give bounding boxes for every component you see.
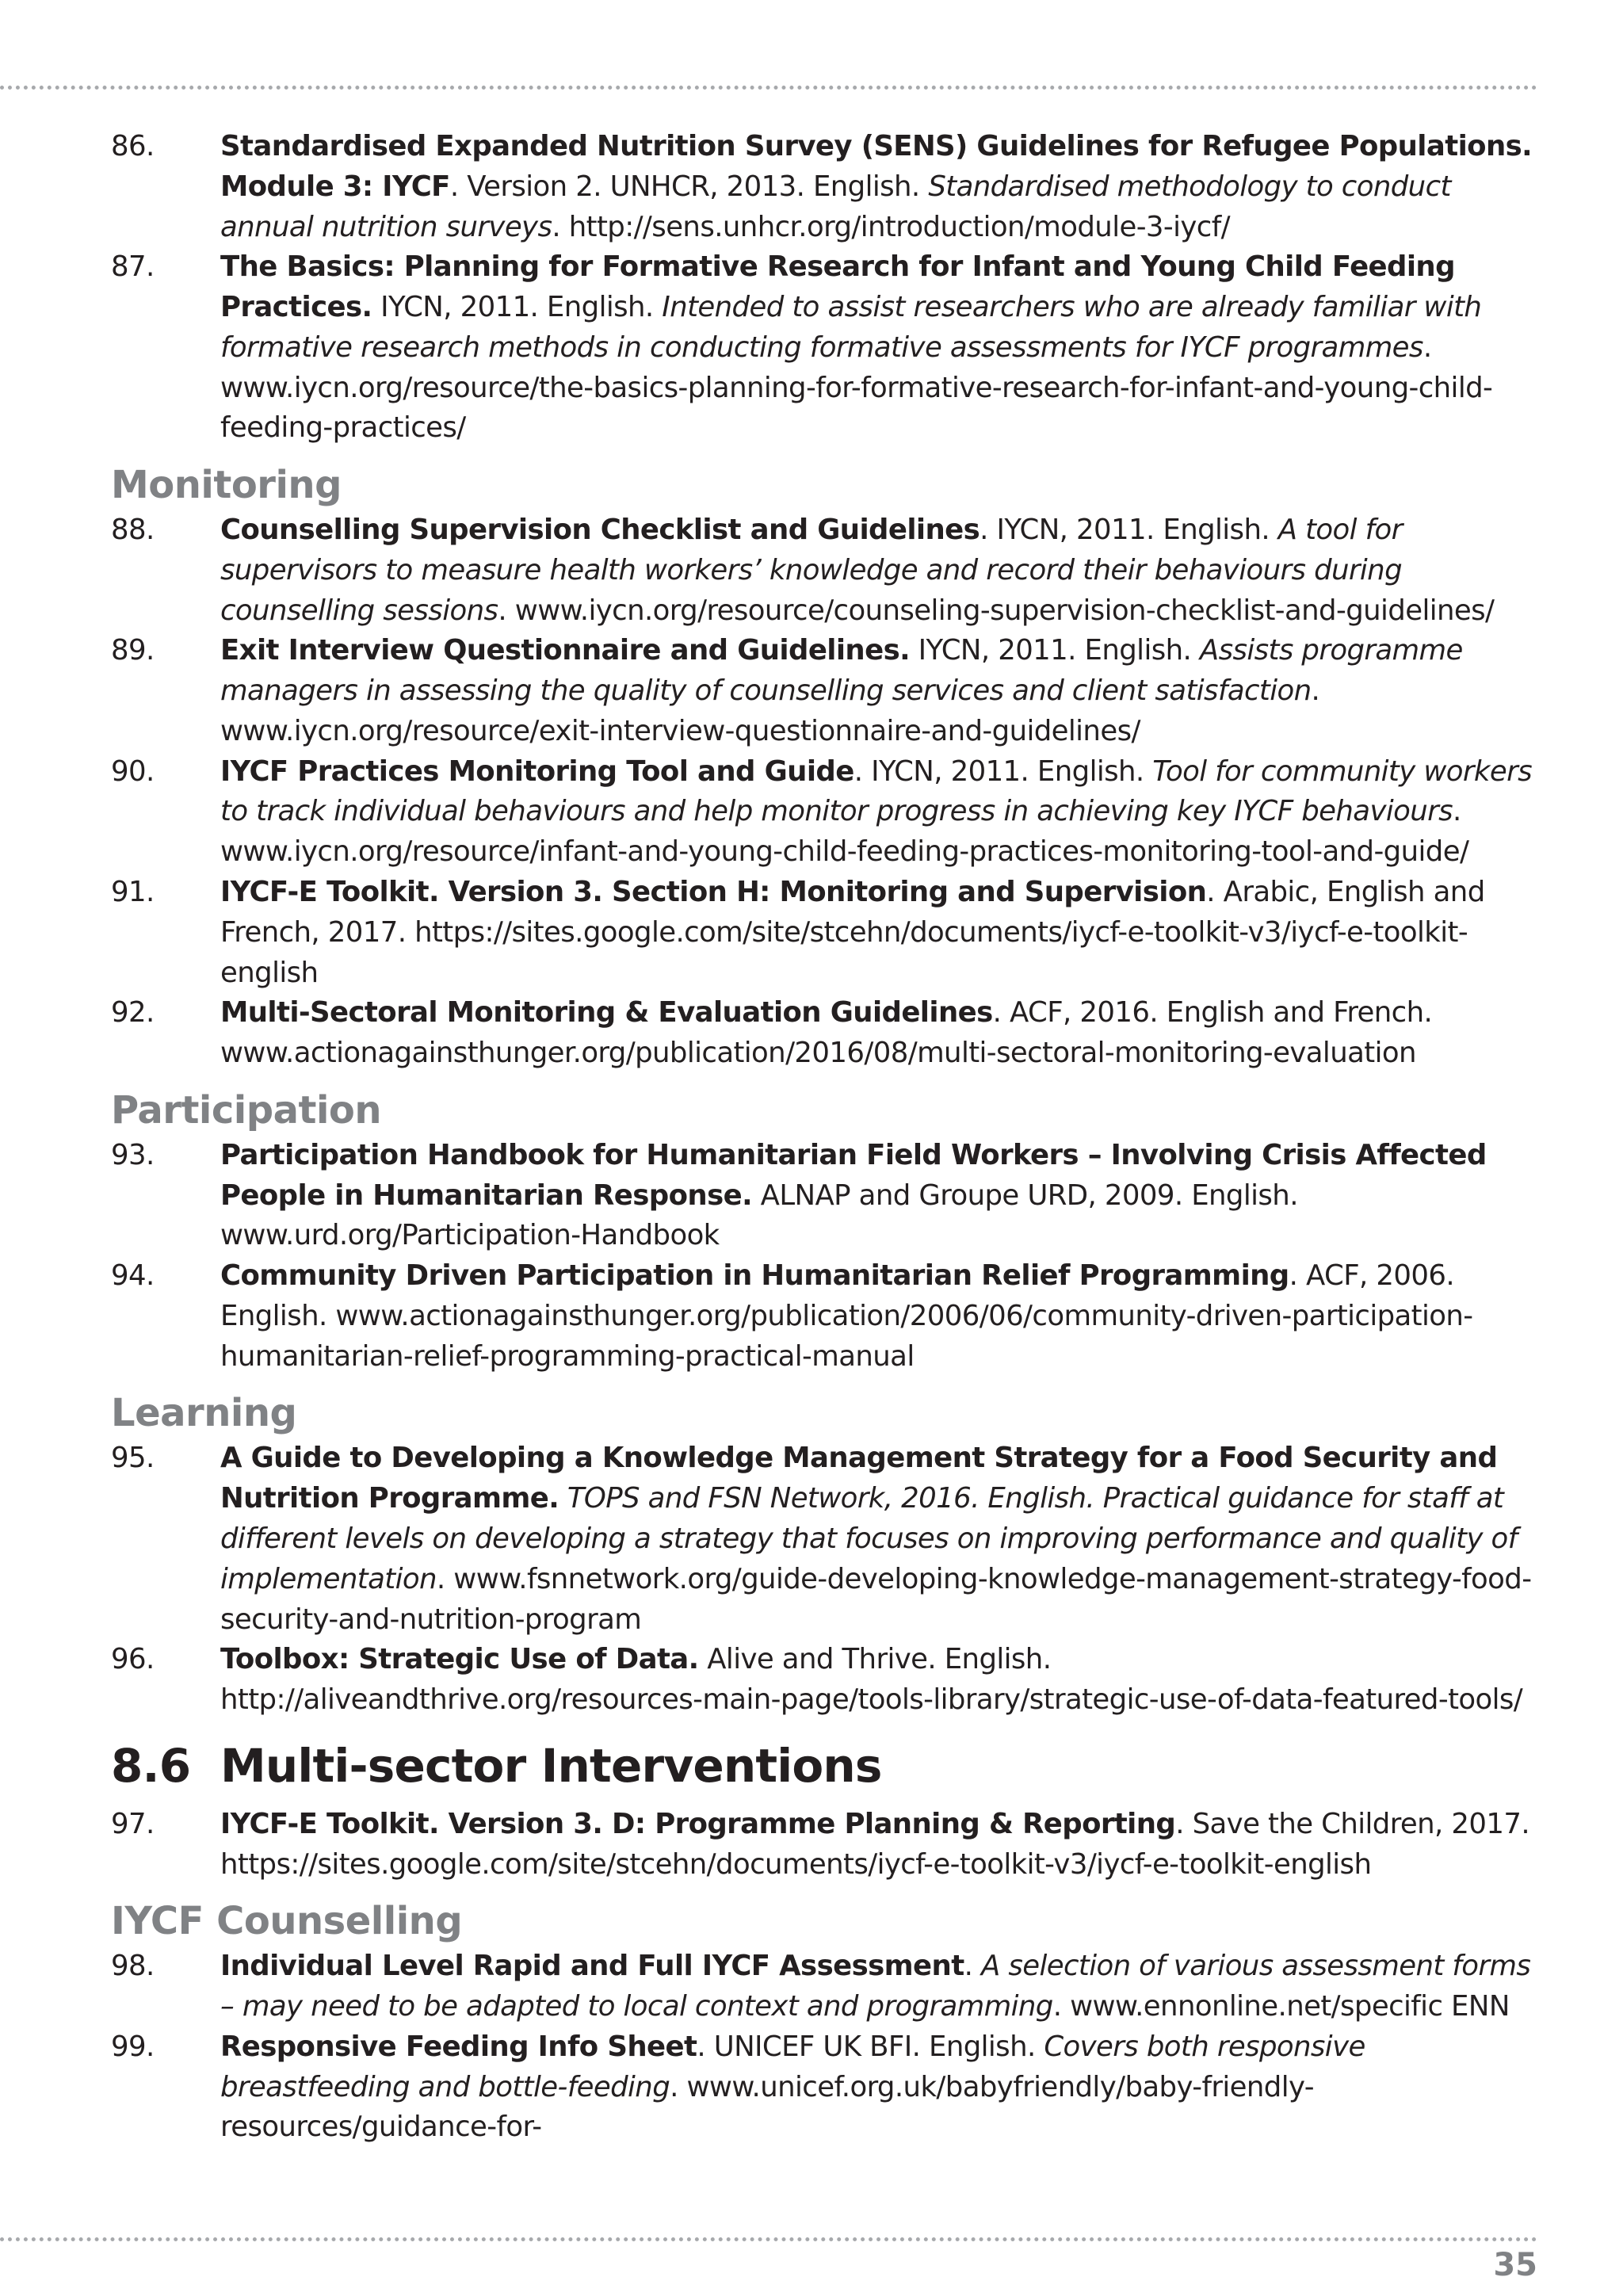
reference-description: Tool for community workers to track individual behaviours and help monitor progress in achieving key IYCF behaviours — [220, 755, 1532, 828]
top-dotted-rule — [0, 86, 1537, 90]
reference-entry — [111, 1256, 1537, 1377]
reference-title: Multi-Sectoral Monitoring & Evaluation Guidelines — [220, 996, 993, 1030]
reference-text — [220, 752, 1537, 873]
reference-details: IYCN, 2011. English. — [910, 634, 1200, 667]
reference-details: . IYCN, 2011. English. — [854, 755, 1153, 788]
reference-details: . www.unicef.org.uk/babyfriendly/baby-friendly-resources/guidance-for- — [220, 2070, 1314, 2144]
reference-description: Standardised methodology to conduct annual nutrition surveys — [220, 170, 1451, 243]
reference-details: . www.fsnnetwork.org/guide-developing-knowledge-management-strategy-food-security-and-nutrition-program — [220, 1562, 1532, 1636]
reference-title: Participation Handbook for Humanitarian Field Workers – Involving Crisis Affected People in Humanitarian Response. — [220, 1138, 1487, 1212]
reference-entry — [111, 1136, 1537, 1256]
subsection-heading: Learning — [111, 1391, 297, 1436]
reference-text — [220, 247, 1537, 449]
reference-number: 98. — [111, 1950, 155, 1983]
reference-number: 99. — [111, 2030, 155, 2063]
reference-text — [220, 1256, 1537, 1377]
reference-details: IYCN, 2011. English. — [372, 291, 663, 324]
reference-description: TOPS and FSN Network, 2016. English. Practical guidance for staff at different levels on developing a strategy that focuses on improving performance and quality of implementation — [220, 1482, 1518, 1595]
reference-text — [220, 1805, 1537, 1885]
reference-text — [220, 2027, 1537, 2148]
reference-entry — [111, 247, 1537, 449]
reference-title: IYCF Practices Monitoring Tool and Guide — [220, 755, 854, 788]
reference-title: Individual Level Rapid and Full IYCF Assessment — [220, 1950, 964, 1983]
reference-details: Alive and Thrive. English. http://aliveandthrive.org/resources-main-page/tools-library/strategic-use-of-data-featured-tools/ — [220, 1643, 1523, 1717]
reference-details: . Version 2. UNHCR, 2013. English. — [449, 170, 929, 203]
reference-number: 92. — [111, 996, 155, 1030]
bottom-dotted-rule — [0, 2237, 1537, 2241]
reference-details: . www.iycn.org/resource/counseling-supervision-checklist-and-guidelines/ — [498, 594, 1495, 627]
reference-title: Toolbox: Strategic Use of Data. — [220, 1643, 699, 1676]
reference-text — [220, 1438, 1537, 1640]
reference-details: . UNICEF UK BFI. English. — [697, 2030, 1044, 2063]
reference-number: 96. — [111, 1643, 155, 1676]
reference-entry — [111, 2027, 1537, 2148]
reference-details — [559, 1482, 567, 1515]
reference-text — [220, 631, 1537, 751]
reference-description: A selection of various assessment forms – may need to be adapted to local context and programming — [220, 1950, 1531, 2023]
reference-entry — [111, 1805, 1537, 1885]
reference-number: 94. — [111, 1259, 155, 1293]
reference-details: . IYCN, 2011. English. — [980, 514, 1278, 547]
reference-number: 89. — [111, 634, 155, 667]
reference-text — [220, 1136, 1537, 1256]
reference-details: ALNAP and Groupe URD, 2009. English. www.urd.org/Participation-Handbook — [220, 1179, 1298, 1252]
reference-description: Covers both responsive breastfeeding and bottle-feeding — [220, 2030, 1365, 2103]
reference-title: The Basics: Planning for Formative Research for Infant and Young Child Feeding Practices. — [220, 250, 1455, 324]
reference-details: . ACF, 2006. English. www.actionagainsthunger.org/publication/2006/06/community-driven-participation-humanitarian-relief-programming-practical-manual — [220, 1259, 1473, 1373]
reference-text — [220, 873, 1537, 993]
reference-details: . www.ennonline.net/specific ENN — [1052, 1990, 1510, 2023]
subsection-heading: Participation — [111, 1087, 382, 1133]
reference-title: A Guide to Developing a Knowledge Management Strategy for a Food Security and Nutrition Programme. — [220, 1442, 1498, 1515]
reference-text — [220, 127, 1537, 247]
reference-title: IYCF-E Toolkit. Version 3. Section H: Monitoring and Supervision — [220, 876, 1207, 909]
section-heading — [111, 1738, 1537, 1794]
reference-number: 91. — [111, 876, 155, 909]
reference-title: Exit Interview Questionnaire and Guidelines. — [220, 634, 910, 667]
reference-entry — [111, 1438, 1537, 1640]
reference-text — [220, 993, 1537, 1074]
page-number: 35 — [1493, 2247, 1537, 2283]
reference-details: . Arabic, English and French, 2017. https://sites.google.com/site/stcehn/documents/iycf-e-toolkit-v3/iycf-e-toolkit-english — [220, 876, 1485, 989]
reference-number: 87. — [111, 250, 155, 284]
reference-entry — [111, 127, 1537, 247]
reference-entry — [111, 1640, 1537, 1721]
reference-description: Assists programme managers in assessing the quality of counselling services and client satisfaction — [220, 634, 1463, 708]
reference-entry — [111, 873, 1537, 993]
reference-text — [220, 510, 1537, 631]
subsection-heading: Monitoring — [111, 463, 342, 508]
reference-number: 95. — [111, 1442, 155, 1475]
reference-number: 93. — [111, 1138, 155, 1171]
reference-text — [220, 1640, 1537, 1721]
reference-details: . — [964, 1950, 981, 1983]
section-number: 8.6 — [111, 1738, 191, 1793]
reference-title: Community Driven Participation in Humanitarian Relief Programming — [220, 1259, 1289, 1293]
reference-entry — [111, 510, 1537, 631]
reference-entry — [111, 752, 1537, 873]
reference-description: A tool for supervisors to measure health workers’ knowledge and record their behaviours during counselling sessions — [220, 514, 1403, 627]
reference-details: . http://sens.unhcr.org/introduction/module-3-iycf/ — [552, 210, 1230, 243]
reference-text — [220, 1946, 1537, 2027]
reference-details: . ACF, 2016. English and French. www.actionagainsthunger.org/publication/2016/08/multi-sectoral-monitoring-evaluation — [220, 996, 1433, 1070]
reference-title: Responsive Feeding Info Sheet — [220, 2030, 697, 2063]
reference-entry — [111, 1946, 1537, 2027]
reference-number: 88. — [111, 514, 155, 547]
reference-details: . www.iycn.org/resource/the-basics-planning-for-formative-research-for-infant-and-young-child-feeding-practices/ — [220, 330, 1493, 445]
section-title: Multi-sector Interventions — [220, 1738, 882, 1793]
reference-details: . Save the Children, 2017. https://sites.google.com/site/stcehn/documents/iycf-e-toolkit-v3/iycf-e-toolkit-english — [220, 1807, 1530, 1881]
reference-title: Counselling Supervision Checklist and Guidelines — [220, 514, 980, 547]
reference-number: 97. — [111, 1807, 155, 1840]
reference-description: Intended to assist researchers who are already familiar with formative research methods in conducting formative assessments for IYCF programmes — [220, 291, 1482, 364]
reference-title: IYCF-E Toolkit. Version 3. D: Programme Planning & Reporting — [220, 1807, 1176, 1840]
reference-details: . www.iycn.org/resource/infant-and-young-child-feeding-practices-monitoring-tool-and-guide/ — [220, 795, 1469, 869]
reference-number: 86. — [111, 130, 155, 162]
subsection-heading: IYCF Counselling — [111, 1899, 463, 1944]
reference-details: . www.iycn.org/resource/exit-interview-questionnaire-and-guidelines/ — [220, 674, 1320, 747]
reference-number: 90. — [111, 755, 155, 788]
reference-title: Standardised Expanded Nutrition Survey (SENS) Guidelines for Refugee Populations. Module 3: IYCF — [220, 130, 1533, 203]
reference-list — [111, 127, 1537, 2148]
reference-entry — [111, 993, 1537, 1074]
reference-entry — [111, 631, 1537, 751]
